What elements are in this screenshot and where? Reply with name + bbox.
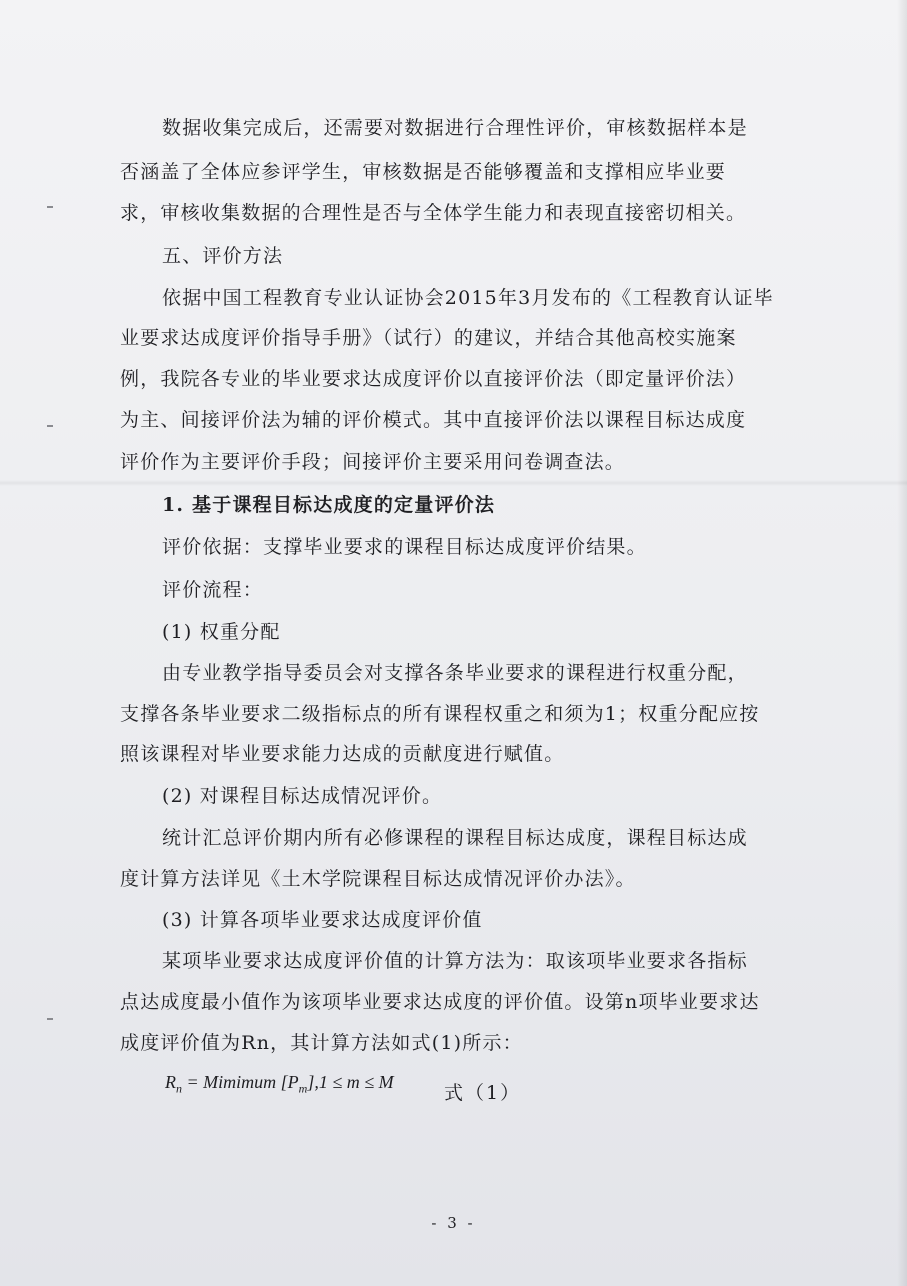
- body-line: 评价流程：: [162, 579, 264, 601]
- body-line: 为主、间接评价法为辅的评价模式。其中直接评价法以课程目标达成度: [120, 409, 747, 431]
- body-line: 某项毕业要求达成度评价值的计算方法为：取该项毕业要求各指标: [162, 950, 748, 972]
- page-number: - 3 -: [431, 1214, 476, 1232]
- formula-1: $R_n$ = Mimimum $[P_m],1 \le m \le M$: [165, 1072, 394, 1096]
- margin-mark: [47, 425, 53, 427]
- body-line: 评价依据：支撑毕业要求的课程目标达成度评价结果。: [162, 536, 647, 558]
- margin-mark: [47, 206, 53, 208]
- body-line: 支撑各条毕业要求二级指标点的所有课程权重之和须为1；权重分配应按: [120, 703, 760, 725]
- section-heading: 五、评价方法: [162, 245, 284, 267]
- body-line: 点达成度最小值作为该项毕业要求达成度的评价值。设第n项毕业要求达: [120, 991, 760, 1013]
- body-line: 例，我院各专业的毕业要求达成度评价以直接评价法（即定量评价法）: [120, 368, 747, 390]
- body-line: 统计汇总评价期内所有必修课程的课程目标达成度，课程目标达成: [162, 827, 748, 849]
- step-title: (2) 对课程目标达成情况评价。: [162, 785, 443, 807]
- paper-edge-shadow: [897, 0, 907, 1286]
- body-line: 依据中国工程教育专业认证协会2015年3月发布的《工程教育认证毕: [162, 287, 774, 309]
- body-line: 成度评价值为Rn，其计算方法如式(1)所示：: [120, 1032, 523, 1054]
- body-line: 数据收集完成后，还需要对数据进行合理性评价，审核数据样本是: [162, 117, 748, 139]
- body-line: 度计算方法详见《土木学院课程目标达成情况评价办法》。: [120, 868, 636, 890]
- paper-fold: [0, 480, 907, 486]
- margin-mark: [47, 1018, 53, 1020]
- body-line: 由专业教学指导委员会对支撑各条毕业要求的课程进行权重分配，: [162, 662, 748, 684]
- formula-tag: 式（1）: [444, 1082, 522, 1104]
- body-line: 求，审核收集数据的合理性是否与全体学生能力和表现直接密切相关。: [120, 202, 747, 224]
- step-title: (3) 计算各项毕业要求达成度评价值: [162, 909, 483, 931]
- step-title: (1) 权重分配: [162, 621, 281, 643]
- body-line: 照该课程对毕业要求能力达成的贡献度进行赋值。: [120, 743, 565, 765]
- subsection-heading: 1. 基于课程目标达成度的定量评价法: [162, 494, 496, 516]
- body-line: 否涵盖了全体应参评学生，审核数据是否能够覆盖和支撑相应毕业要: [120, 161, 727, 183]
- body-line: 业要求达成度评价指导手册》（试行）的建议，并结合其他高校实施案: [120, 327, 737, 349]
- body-line: 评价作为主要评价手段；间接评价主要采用问卷调查法。: [120, 451, 626, 473]
